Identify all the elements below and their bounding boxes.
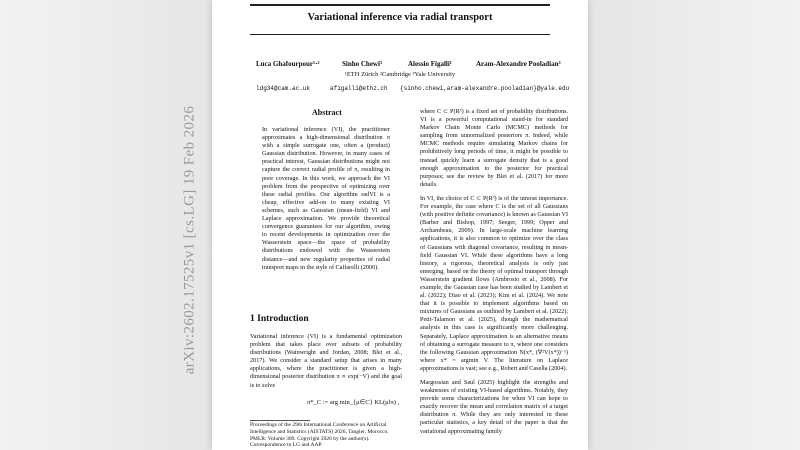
paper-page xyxy=(212,0,588,450)
intro-body xyxy=(250,333,402,390)
intro-text: Variational inference (VI) is a fundamental optimization problem that takes place over subsets of probability distributions (Wainwright and Jordan, 2008; Blei et al., 2017). We consider a standard setup that arises in many applications, where the practitioner is given a high-dimensional posterior distribution π ∝ exp(−V) and the goal is to solve xyxy=(250,333,402,389)
title-bottom-rule xyxy=(250,34,550,35)
email-1: ldg34@cam.ac.uk xyxy=(256,85,311,92)
right-column xyxy=(420,108,568,436)
email-2: afigalli@ethz.ch xyxy=(330,85,388,92)
title-top-rule xyxy=(250,4,550,6)
affiliations: ¹ETH Zürich ²Cambridge ³Yale University xyxy=(344,71,456,78)
author-2: Sinho Chewi³ xyxy=(342,60,383,68)
abstract-text: In variational inference (VI), the practitioner approximates a high-dimensional distribution π with a simple surrogate one, often a (product) Gaussian distribution. However, in many cases of practical interest, Gaussian distributions might not capture the correct radial profile of π, resulting in poor coverage. In this work, we approach the VI problem from the perspective of optimizing over these radial profiles. Our algorithm radVI is a cheap, effective add-on to many existing VI schemes, such as Gaussian (mean-field) VI and Laplace approximation. We provide theoretical convergence guarantees for our algorithm, owing to recent developments in optimization over the Wasserstein space—the space of probability distributions endowed with the Wasserstein distance—and new regularity properties of radial transport maps in the style of Caffarelli (2000). xyxy=(262,126,390,271)
right-paragraph-3: Margossian and Saul (2025) highlight the strengths and weaknesses of existing VI-based algorithms. Notably, they provide some characterizations for when VI can hope to exactly recover the mean and correlation matrix of a target distribution π. While they are only interested in these particular statistics, a key detail of the paper is that the variational approximating family xyxy=(420,379,568,435)
footnote-rule xyxy=(250,420,310,421)
footnote: Proceedings of the 29th International Conference on Artificial Intelligence and Statistics (AISTATS) 2026, Tangier, Morocco. PMLR: Volume 300. Copyright 2026 by the author(s). Correspondence to LG and AAP. xyxy=(250,422,389,449)
author-4: Aram-Alexandre Pooladian³ xyxy=(476,60,561,68)
right-paragraph-2: In VI, the choice of C ⊂ P(Rᵈ) is of the utmost importance. For example, the case where C is the set of all Gaussians (with positive definite covariance) is known as Gaussian VI (Barber and Bishop, 1997; Seeger, 1999; Opper and Archambeau, 2009). In large-scale machine learning applications, it is also common to optimize over the class of Gaussians with diagonal covariance, resulting in mean-field Gaussian VI. While these algorithms have a long history, a rigorous, theoretical analysis is only just emerging, based on the theory of optimal transport through Wasserstein gradient flows (Ambrosio et al., 2008). For example, the Gaussian case has been studied by Lambert et al. (2022); Diao et al. (2023); Kim et al. (2024). We note that it is possible to implement algorithms based on mixtures of Gaussians as outlined by Lambert et al. (2022); Petit-Talamon et al. (2025), though the mathematical analysis in this case is significantly more challenging. Separately, Laplace approximation is an alternative means of obtaining a surrogate measure to π, where one considers the following Gaussian approximation N(x*, (∇²V(x*))⁻¹) where x* = argmin V. The literature on Laplace approximations is vast; see e.g., Robert and Casella (2004). xyxy=(420,194,569,372)
kl-formula: π*_C := arg min_{μ∈C} KL(μ‖π) , xyxy=(307,399,400,406)
background-right xyxy=(588,0,800,450)
right-paragraph-1: where C ⊂ P(Rᵈ) is a fixed set of probability distributions. VI is a powerful computational stand-in for standard Markov Chain Monte Carlo (MCMC) methods for sampling from unnormalized posteriors π. Indeed, while MCMC methods require simulating Markov chains for prohibitively long periods of time, it might be possible to instead quickly learn a surrogate density that is a good enough approximation to the posterior for practical purposes; see the review by Blei et al. (2017) for more details. xyxy=(420,108,568,188)
background-left xyxy=(0,0,212,450)
author-1: Luca Ghafourpour¹·² xyxy=(256,60,320,68)
abstract-body xyxy=(262,126,390,272)
email-3: {sinho.chewi,aram-alexandre.pooladian}@yale.edu xyxy=(400,85,570,92)
abstract-heading: Abstract xyxy=(312,108,342,117)
paper-title: Variational inference via radial transport xyxy=(307,12,493,23)
arxiv-stamp: arXiv:2602.17525v1 [cs.LG] 19 Feb 2026 xyxy=(181,105,198,375)
author-3: Alessio Figalli¹ xyxy=(408,60,452,68)
intro-heading: 1 Introduction xyxy=(250,314,309,324)
